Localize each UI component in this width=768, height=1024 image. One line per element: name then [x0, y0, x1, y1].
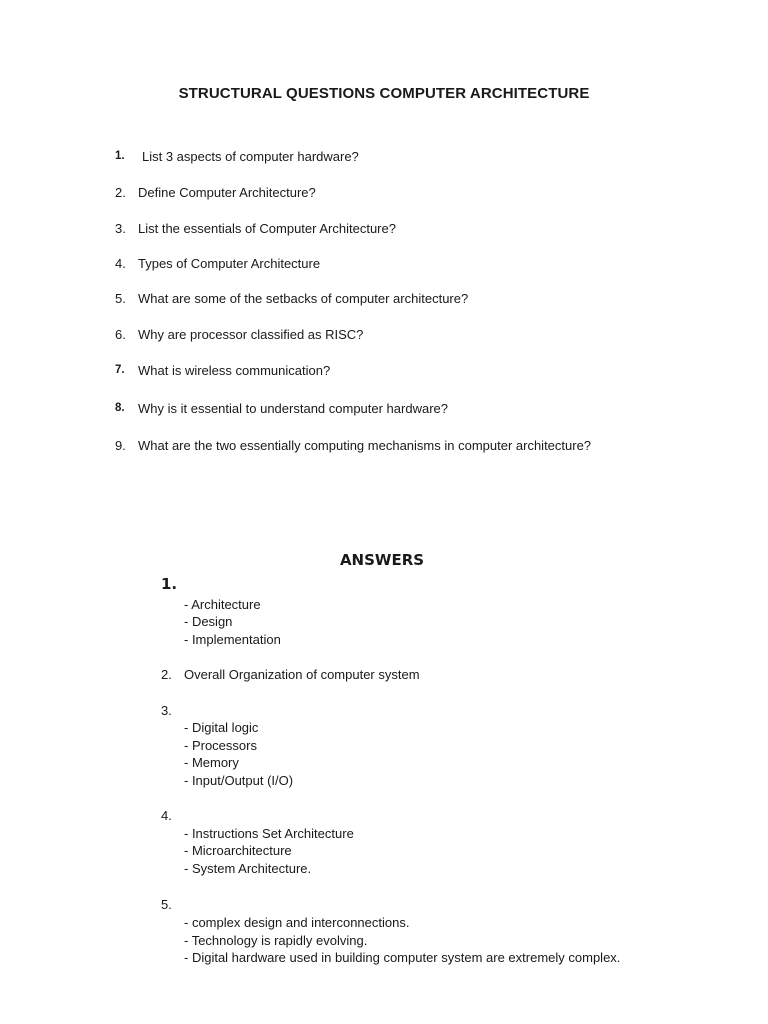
document-title: STRUCTURAL QUESTIONS COMPUTER ARCHITECTURE	[178, 85, 590, 102]
answer-line: - Memory	[184, 755, 239, 770]
question-number: 2.	[115, 185, 126, 200]
question-number: 1.	[115, 150, 125, 162]
answer-line: - System Architecture.	[184, 861, 312, 876]
answer-line: - Technology is rapidly evolving.	[184, 933, 368, 948]
answer-line: Overall Organization of computer system	[184, 667, 420, 682]
answer-number: 3.	[161, 703, 172, 718]
question-number: 4.	[115, 256, 126, 271]
question-text: List 3 aspects of computer hardware?	[142, 149, 359, 164]
question-number: 8.	[115, 402, 125, 414]
answer-line: - Microarchitecture	[184, 843, 292, 858]
answer-line: - Digital logic	[184, 720, 259, 735]
answer-line: - Design	[184, 614, 233, 629]
answer-line: - Input/Output (I/O)	[184, 773, 294, 788]
answer-line: - complex design and interconnections.	[184, 915, 410, 930]
question-text: List the essentials of Computer Architecture?	[138, 221, 396, 236]
answer-line: - Implementation	[184, 632, 281, 647]
question-text: Define Computer Architecture?	[138, 185, 316, 200]
question-text: Types of Computer Architecture	[138, 256, 321, 271]
answer-number: 2.	[161, 667, 172, 682]
answer-line: - Processors	[184, 738, 257, 753]
answer-number: 5.	[161, 897, 172, 912]
answers-heading: ANSWERS	[339, 551, 425, 569]
question-number: 6.	[115, 327, 126, 342]
question-text: What are the two essentially computing mechanisms in computer architecture?	[138, 438, 592, 453]
question-number: 5.	[115, 291, 126, 306]
question-text: Why is it essential to understand computer hardware?	[138, 401, 448, 416]
answer-line: - Architecture	[184, 597, 261, 612]
answer-line: - Digital hardware used in building computer system are extremely complex.	[184, 950, 621, 965]
question-text: What is wireless communication?	[138, 363, 331, 378]
answer-number: 1.	[161, 575, 178, 593]
question-number: 3.	[115, 221, 126, 236]
answer-number: 4.	[161, 808, 172, 823]
question-number: 7.	[115, 364, 125, 376]
answer-line: - Instructions Set Architecture	[184, 826, 354, 841]
question-text: What are some of the setbacks of computer architecture?	[138, 291, 469, 306]
question-text: Why are processor classified as RISC?	[138, 327, 364, 342]
question-number: 9.	[115, 438, 126, 453]
